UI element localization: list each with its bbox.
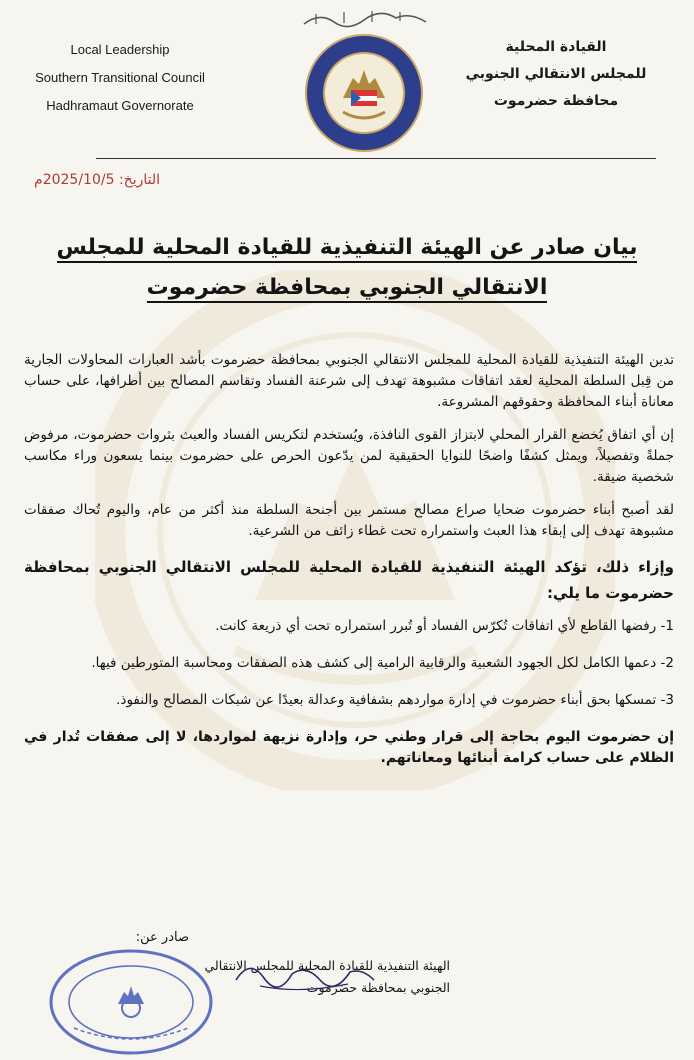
header-english (0, 36, 240, 120)
paragraph-3: لقد أصبح أبناء حضرموت ضحايا صراع مصالح مستمر بين أجنحة السلطة منذ أكثر من عام، واليوم تُحاك صفقات مشبوهة تهدف إلى إبقاء هذا العبث واستمراره تحت غطاء زائف من الشرعية. (24, 502, 674, 539)
handwritten-signature (230, 950, 380, 1000)
list-item-2: 2- دعمها الكامل لكل الجهود الشعبية والرقابية الرامية إلى كشف هذه الصفقات ومحاسبة المتورطين فيها. (91, 655, 674, 671)
issuing-organization-line-1: الهيئة التنفيذية للقيادة المحلية للمجلس الانتقالي (204, 958, 450, 973)
official-stamp (48, 948, 214, 1056)
statement-body (24, 350, 674, 781)
issuing-organization-line-2: الجنوبي بمحافظة حضرموت (306, 980, 450, 995)
paragraph-2: إن أي اتفاق يُخضع القرار المحلي لابتزاز القوى النافذة، ويُستخدم لتكريس الفساد والعبث بثروات حضرموت، مرفوض جملةً وتفصيلاً، ويمثل كشفًا واضحًا للنوايا الحقيقية لمن يدّعون الحرص على حضرموت بينما يسعون وراء مكاسب شخصية ضيقة. (24, 427, 674, 485)
title-line-1: بيان صادر عن الهيئة التنفيذية للقيادة المحلية للمجلس (57, 235, 638, 263)
header-arabic (436, 34, 676, 115)
date-label: التاريخ: (118, 172, 160, 188)
document-date (34, 172, 160, 188)
list-item-3: 3- تمسكها بحق أبناء حضرموت في إدارة مواردهم بشفافية وعدالة بعيدًا عن شبكات المصالح والنفوذ. (116, 692, 674, 708)
header-arabic-line-3: محافظة حضرموت (493, 93, 619, 109)
title-line-2: الانتقالي الجنوبي بمحافظة حضرموت (147, 275, 548, 303)
header-arabic-line-2: للمجلس الانتقالي الجنوبي (465, 66, 647, 82)
header-divider (96, 158, 656, 159)
paragraph-1: تدين الهيئة التنفيذية للقيادة المحلية للمجلس الانتقالي الجنوبي بمحافظة حضرموت بأشد العبارات المحاولات الجارية من قِبل السلطة المحلية لعقد اتفاقات مشبوهة تهدف إلى شرعنة الفساد وتقاسم المصالح بين أطرافها، على حساب معاناة أبناء المحافظة وحقوقهم المشروعة. (24, 352, 674, 410)
statement-title (22, 228, 672, 308)
council-logo (303, 32, 425, 154)
issued-by-label: صادر عن: (135, 930, 189, 945)
basmala-calligraphy (300, 6, 430, 30)
header-english-line-3: Hadhramaut Governorate (46, 98, 194, 113)
date-value: 2025/10/5م (34, 172, 115, 188)
lead-paragraph: وإزاء ذلك، تؤكد الهيئة التنفيذية للقيادة المحلية للمجلس الانتقالي الجنوبي بمحافظة حضرموت ما يلي: (24, 558, 674, 602)
list-item-1: 1- رفضها القاطع لأي اتفاقات تُكرّس الفساد أو تُبرر استمراره تحت أي ذريعة كانت. (215, 618, 674, 634)
header-english-line-1: Local Leadership (70, 42, 170, 57)
closing-paragraph: إن حضرموت اليوم بحاجة إلى قرار وطني حر، وإدارة نزيهة لمواردها، لا إلى صفقات تُدار في الظلام على حساب كرامة أبنائها ومعاناتهم. (24, 729, 674, 766)
header-arabic-line-1: القيادة المحلية (505, 39, 607, 55)
header-english-line-2: Southern Transitional Council (35, 70, 205, 85)
